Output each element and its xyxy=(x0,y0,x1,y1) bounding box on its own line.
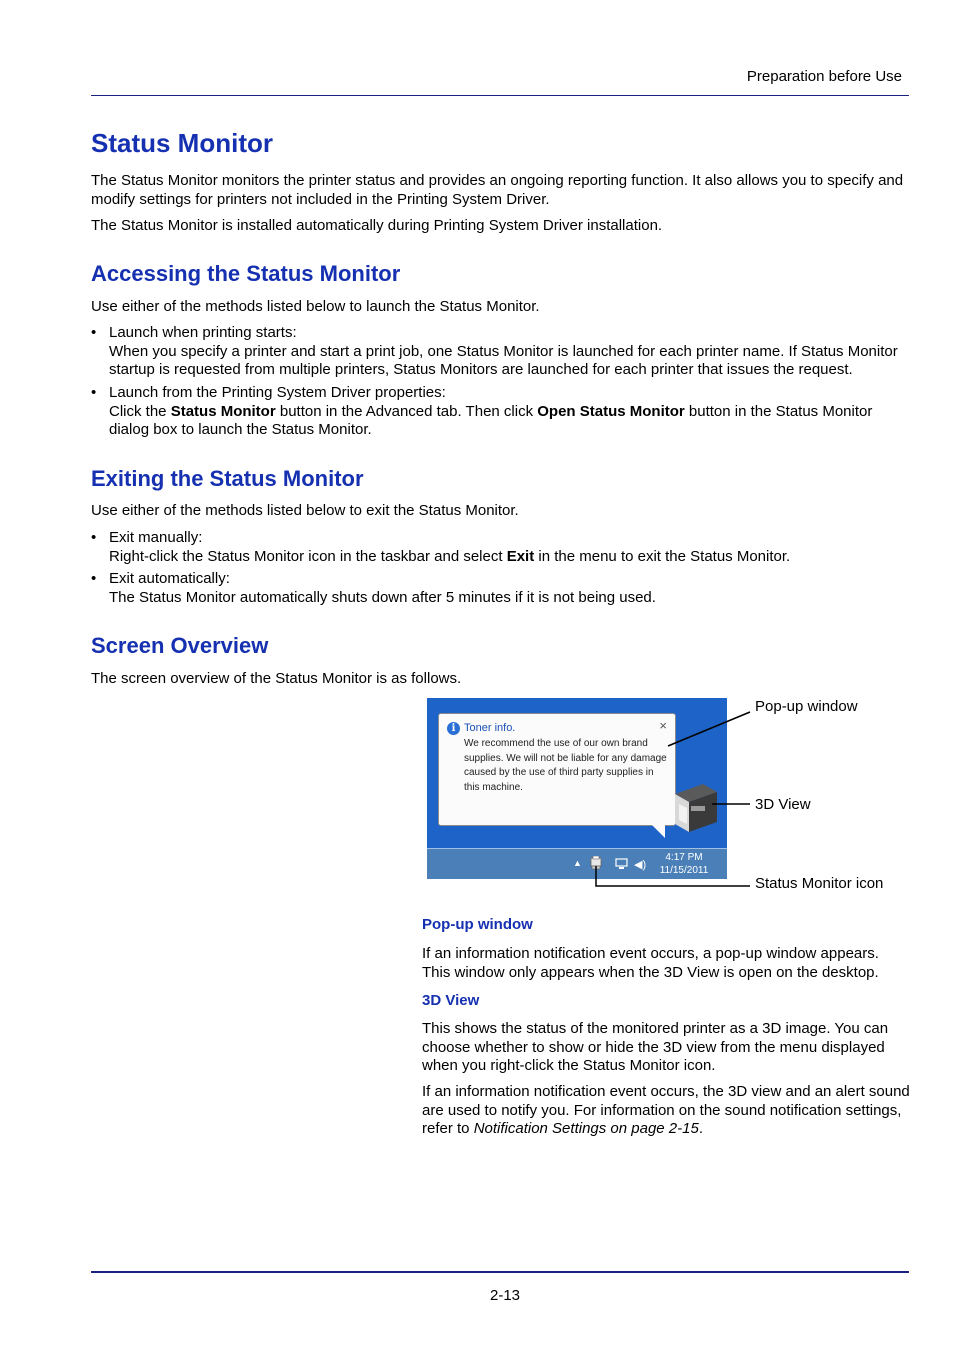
tray-expand-icon[interactable]: ▲ xyxy=(573,858,582,868)
info-icon: i xyxy=(447,722,460,735)
bullet-title: Exit manually: xyxy=(109,529,203,546)
bullet-title: Exit automatically: xyxy=(109,570,230,587)
popup-window-heading: Pop-up window xyxy=(422,916,533,933)
page-footer xyxy=(0,1287,954,1304)
footer-rule xyxy=(91,1271,909,1273)
page-number: 2-13 xyxy=(489,1287,521,1304)
taskbar xyxy=(427,848,727,879)
page-title: Status Monitor xyxy=(91,128,273,158)
bullet-body: The Status Monitor automatically shuts down after 5 minutes if it is not being used. xyxy=(109,588,656,606)
callout-3d-view: 3D View xyxy=(755,796,811,813)
bullet-body: When you specify a printer and start a print job, one Status Monitor is launched for each printer name. If Status Monitor startup is requested from multiple printers, Status Monitors are launched for each printer that issues the request. xyxy=(109,342,898,378)
status-monitor-screenshot xyxy=(427,698,727,879)
3d-view-heading: 3D View xyxy=(422,992,480,1009)
overview-heading: Screen Overview xyxy=(91,633,269,658)
popup-message: We recommend the use of our own brand supplies. We will not be liable for any damage caused by the use of third party supplies in this machine. xyxy=(464,738,667,793)
intro-paragraph-1: The Status Monitor monitors the printer status and provides an ongoing reporting function. It also allows you to specify and modify settings for printers not included in the Printing System Driver. xyxy=(91,172,904,208)
clock-time: 4:17 PM xyxy=(665,852,703,863)
exiting-lead: Use either of the methods listed below to exit the Status Monitor. xyxy=(91,502,519,519)
3d-view-body-2: If an information notification event occurs, the 3D view and an alert sound are used to notify you. For information on the sound notification settings, refer to Notification Settings on page 2-15. xyxy=(422,1083,910,1137)
popup-title: Toner info. xyxy=(464,722,516,734)
running-header: Preparation before Use xyxy=(746,68,902,85)
list-item: • Exit manually: Right-click the Status Monitor icon in the taskbar and select Exit in the menu to exit the Status Monitor. xyxy=(91,529,909,566)
bullet-title: Launch when printing starts: xyxy=(109,324,297,341)
header-rule xyxy=(91,95,909,96)
popup-window xyxy=(438,713,676,826)
callout-popup-window: Pop-up window xyxy=(755,698,858,715)
network-icon[interactable] xyxy=(615,858,628,870)
intro-paragraph-2: The Status Monitor is installed automatically during Printing System Driver installation. xyxy=(91,217,663,234)
list-item: • Exit automatically: The Status Monitor automatically shuts down after 5 minutes if it is not being used. xyxy=(91,570,909,607)
list-item: • Launch when printing starts: When you specify a printer and start a print job, one Status Monitor is launched for each printer name. If Status Monitor startup is requested from multiple printers, Status Monitors are launched for each printer that issues the request. xyxy=(91,324,909,380)
3d-view-body-1: This shows the status of the monitored printer as a 3D image. You can choose whether to show or hide the 3D view from the menu displayed when you right-click the Status Monitor icon. xyxy=(422,1020,889,1074)
bullet-title: Launch from the Printing System Driver properties: xyxy=(109,384,446,401)
bullet-body: Click the Status Monitor button in the Advanced tab. Then click Open Status Monitor button in the Status Monitor dialog box to launch the Status Monitor. xyxy=(109,402,873,438)
notification-settings-link[interactable]: Notification Settings on page 2-15 xyxy=(473,1120,699,1137)
volume-icon[interactable]: ◀) xyxy=(634,859,647,871)
popup-tail xyxy=(651,824,665,838)
accessing-lead: Use either of the methods listed below to launch the Status Monitor. xyxy=(91,298,540,315)
open-status-monitor-ref: Open Status Monitor xyxy=(537,402,685,420)
callout-status-monitor-icon: Status Monitor icon xyxy=(755,875,884,892)
status-monitor-button-ref: Status Monitor xyxy=(170,402,276,420)
popup-window-body: If an information notification event occurs, a pop-up window appears. This window only appears when the 3D View is open on the desktop. xyxy=(422,945,879,981)
accessing-heading: Accessing the Status Monitor xyxy=(91,261,401,286)
taskbar-clock[interactable] xyxy=(649,851,719,877)
status-monitor-tray-icon[interactable] xyxy=(590,856,602,870)
printer-3d-icon[interactable] xyxy=(673,780,717,834)
exit-menu-ref: Exit xyxy=(506,547,535,565)
bullet-body: Right-click the Status Monitor icon in the taskbar and select Exit in the menu to exit the Status Monitor. xyxy=(109,547,791,565)
clock-date: 11/15/2011 xyxy=(659,865,709,876)
close-icon[interactable]: × xyxy=(659,718,667,733)
exiting-heading: Exiting the Status Monitor xyxy=(91,466,364,491)
list-item: • Launch from the Printing System Driver properties: Click the Status Monitor button in the Advanced tab. Then click Open Status Monitor button in the Status Monitor dialog box to launch the Status Monitor. xyxy=(91,384,909,440)
overview-lead: The screen overview of the Status Monitor is as follows. xyxy=(91,670,462,687)
